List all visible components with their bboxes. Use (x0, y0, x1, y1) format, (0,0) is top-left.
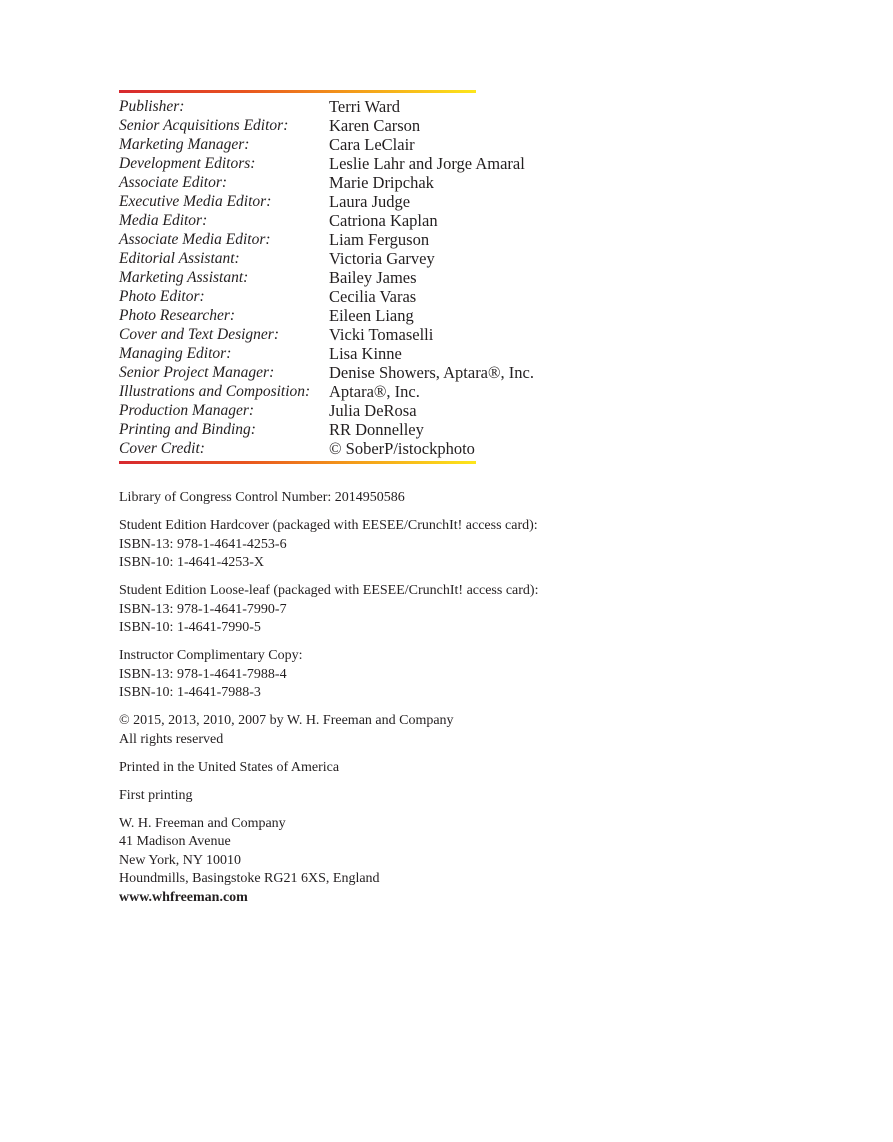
hardcover-title: Student Edition Hardcover (packaged with EESEE/CrunchIt! access card): (119, 518, 538, 533)
credit-role: Photo Editor: (119, 288, 205, 305)
credit-row (119, 97, 819, 116)
publication-info (119, 489, 819, 907)
credit-role: Editorial Assistant: (119, 250, 240, 267)
credit-row (119, 230, 819, 249)
credit-row (119, 420, 819, 439)
credit-name: Catriona Kaplan (329, 211, 438, 230)
hardcover-block (119, 517, 819, 573)
credit-name: Vicki Tomaselli (329, 325, 434, 344)
copyright-page (119, 90, 819, 917)
credit-role: Senior Project Manager: (119, 364, 275, 381)
lccn-block (119, 489, 819, 508)
credit-name: Leslie Lahr and Jorge Amaral (329, 154, 525, 173)
credit-role: Publisher: (119, 98, 185, 115)
looseleaf-block (119, 582, 819, 638)
credit-role: Managing Editor: (119, 345, 232, 362)
address-line: New York, NY 10010 (119, 852, 241, 868)
address-line: W. H. Freeman and Company (119, 815, 286, 831)
credit-name: Bailey James (329, 268, 417, 287)
address-line: Houndmills, Basingstoke RG21 6XS, England (119, 871, 380, 886)
credit-name: © SoberP/istockphoto (329, 439, 475, 458)
credit-role: Marketing Manager: (119, 136, 250, 153)
printing-line: First printing (119, 787, 193, 803)
credit-role: Development Editors: (119, 155, 256, 172)
credit-row (119, 363, 819, 382)
credit-role: Production Manager: (119, 402, 255, 419)
credit-row (119, 287, 819, 306)
credit-row (119, 344, 819, 363)
credit-row (119, 249, 819, 268)
publisher-url[interactable]: www.whfreeman.com (119, 889, 248, 905)
credit-role: Photo Researcher: (119, 307, 236, 324)
credit-name: Liam Ferguson (329, 230, 430, 249)
credit-row (119, 325, 819, 344)
credit-role: Media Editor: (119, 212, 208, 229)
credit-name: Eileen Liang (329, 306, 414, 325)
credit-row (119, 268, 819, 287)
credit-role: Senior Acquisitions Editor: (119, 117, 289, 134)
credit-role: Associate Editor: (119, 174, 228, 191)
printing-block (119, 787, 819, 806)
top-gradient-rule (119, 90, 476, 93)
complimentary-isbn13: ISBN-13: 978-1-4641-7988-4 (119, 666, 287, 682)
looseleaf-isbn13: ISBN-13: 978-1-4641-7990-7 (119, 601, 287, 617)
looseleaf-isbn10: ISBN-10: 1-4641-7990-5 (119, 620, 261, 635)
hardcover-isbn10: ISBN-10: 1-4641-4253-X (119, 555, 265, 570)
printed-block (119, 759, 819, 778)
copyright-block (119, 712, 819, 749)
credit-row (119, 211, 819, 230)
looseleaf-title: Student Edition Loose-leaf (packaged with EESEE/CrunchIt! access card): (119, 583, 539, 598)
credit-name: Terri Ward (329, 97, 400, 116)
credit-row (119, 173, 819, 192)
credit-name: Aptara®, Inc. (329, 382, 420, 401)
credit-role: Executive Media Editor: (119, 193, 272, 210)
credit-name: Lisa Kinne (329, 344, 402, 363)
credit-name: Karen Carson (329, 116, 421, 135)
credit-row (119, 306, 819, 325)
credit-name: Cara LeClair (329, 135, 415, 154)
credit-name: Julia DeRosa (329, 401, 417, 420)
complimentary-isbn10: ISBN-10: 1-4641-7988-3 (119, 685, 261, 700)
credit-row (119, 401, 819, 420)
credit-row (119, 192, 819, 211)
copyright-line: © 2015, 2013, 2010, 2007 by W. H. Freeman and Company (119, 713, 454, 728)
hardcover-isbn13: ISBN-13: 978-1-4641-4253-6 (119, 536, 287, 552)
address-line: 41 Madison Avenue (119, 834, 231, 849)
printed-line: Printed in the United States of America (119, 759, 340, 775)
bottom-gradient-rule (119, 461, 476, 464)
lccn-line: Library of Congress Control Number: 2014950586 (119, 490, 405, 505)
credit-role: Illustrations and Composition: (119, 383, 311, 400)
credit-role: Associate Media Editor: (119, 231, 271, 248)
credit-row (119, 135, 819, 154)
credit-name: Victoria Garvey (329, 249, 435, 268)
complimentary-block (119, 647, 819, 703)
credit-name: Denise Showers, Aptara®, Inc. (329, 363, 534, 382)
credit-role: Marketing Assistant: (119, 269, 249, 286)
credit-row (119, 439, 819, 458)
credit-name: Cecilia Varas (329, 287, 417, 306)
credit-row (119, 116, 819, 135)
complimentary-title: Instructor Complimentary Copy: (119, 648, 303, 663)
credit-name: RR Donnelley (329, 420, 424, 439)
credit-row (119, 382, 819, 401)
credit-name: Marie Dripchak (329, 173, 434, 192)
rights-line: All rights reserved (119, 731, 224, 747)
address-block (119, 815, 819, 908)
credit-row (119, 154, 819, 173)
credit-name: Laura Judge (329, 192, 411, 211)
credit-role: Cover and Text Designer: (119, 326, 280, 343)
credit-role: Printing and Binding: (119, 421, 256, 438)
credits-list (119, 97, 819, 458)
credit-role: Cover Credit: (119, 440, 205, 457)
